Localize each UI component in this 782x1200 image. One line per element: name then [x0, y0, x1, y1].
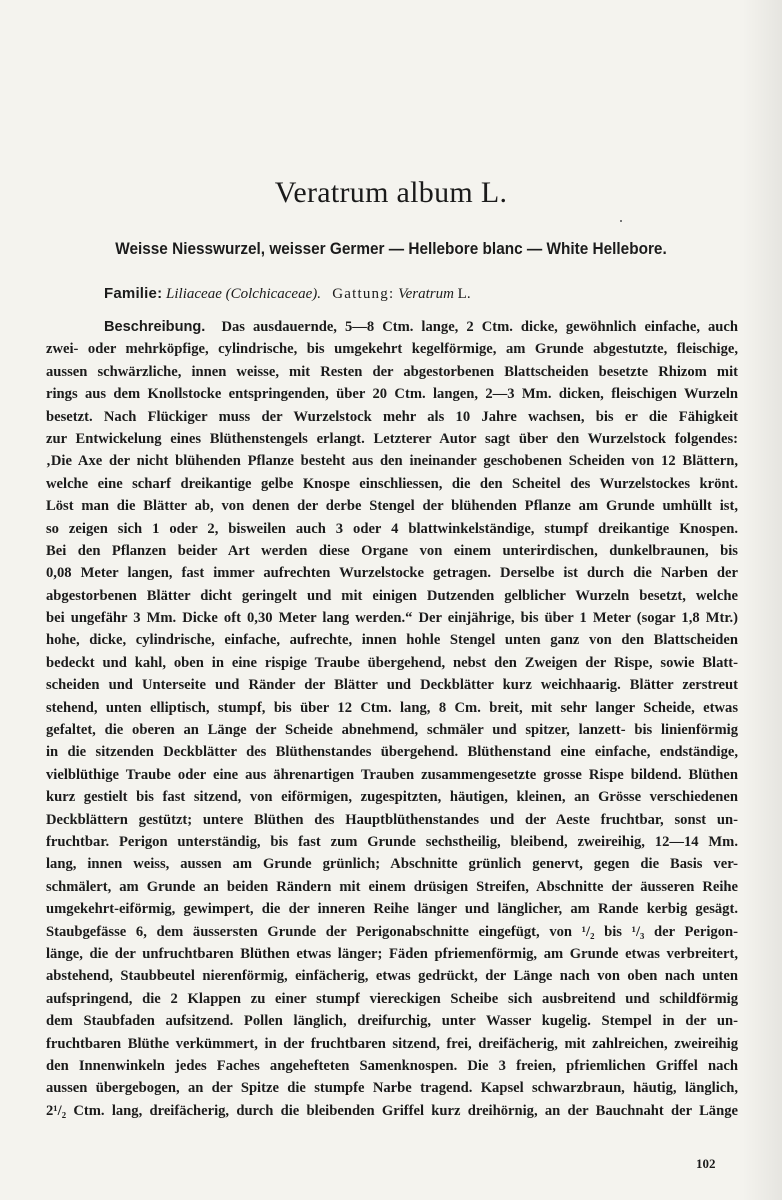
description-line: Deckblättern gestützt; untere Blüthen des Hauptblüthenstandes und der Aeste fruchtbar, sonst un-: [46, 811, 738, 828]
description-body: [46, 316, 738, 1122]
description-line: lang, innen weiss, aussen am Grunde grünlich; Abschnitte grünlich genervt, gegen die Basis ver-: [46, 856, 738, 873]
specks: [620, 220, 622, 222]
genus-name: Veratrum: [398, 286, 454, 302]
description-line: in die sitzenden Deckblätter des Blüthenstandes übergehend. Blüthenstand eine einfache, endständige,: [46, 744, 738, 761]
taxonomy-line: [104, 285, 471, 303]
genus-author: L.: [457, 286, 471, 302]
description-line: bei ungefähr 3 Mm. Dicke oft 0,30 Meter lang werden.“ Der einjährige, bis über 1 Meter (sogar 1,8 Mtr.): [46, 610, 738, 627]
family-name: Liliaceae (Colchicaceae).: [166, 286, 321, 302]
description-line: Bei den Pflanzen beider Art werden diese Organe von einem unterirdischen, dunkelbraunen, bis: [46, 542, 738, 559]
description-line: so zeigen sich 1 oder 2, bisweilen auch 3 oder 4 blattwinkelständige, stumpf dreikantige Knospen.: [46, 520, 738, 537]
description-line: zwei- oder mehrköpfige, cylindrische, bis umgekehrt kegelförmige, am Grunde abgestutzte, fleischige,: [46, 341, 738, 358]
description-line: [46, 316, 738, 338]
family-label: Familie:: [104, 285, 163, 302]
description-line: bedeckt und kahl, oben in eine rispige Traube übergehend, nebst den Zweigen der Rispe, sowie Blatt-: [46, 654, 738, 671]
description-line: abgestorbenen Blätter dicht geringelt und mit einigen Dutzenden gelblicher Wurzeln besetzt, welche: [46, 587, 738, 604]
description-line: kurz gestielt bis fast sitzend, von eiförmigen, zugespitzten, häutigen, kleinen, an Grösse verschiedenen: [46, 789, 738, 806]
description-line: Staubgefässe 6, dem äussersten Grunde der Perigonabschnitte eingefügt, von ¹/₂ bis ¹/₃ der Perigon-: [46, 923, 738, 940]
description-line: welche eine scharf dreikantige gelbe Knospe einschliessen, die den Scheitel des Wurzelstockes krönt.: [46, 475, 738, 492]
description-line: fruchtbar. Perigon unterständig, bis fast zum Grunde sechstheilig, bleibend, zweireihig, 12—14 Mm.: [46, 833, 738, 850]
description-line-text: Das ausdauernde, 5—8 Ctm. lange, 2 Ctm. dicke, gewöhnlich einfache, auch: [221, 319, 738, 335]
genus-label: Gattung:: [332, 286, 395, 302]
description-line: dem Staubfaden aufsitzend. Pollen länglich, dreifurchig, unter Wasser kugelig. Stempel in der un-: [46, 1013, 738, 1030]
description-line: besetzt. Nach Flückiger muss der Wurzelstock mehr als 10 Jahre wachsen, bis er die Fähigkeit: [46, 408, 738, 425]
description-line: fruchtbaren Blüthe verkümmert, in der fruchtbaren sitzend, frei, dreifächerig, mit zahlreichen, zweireihig: [46, 1035, 738, 1052]
description-line: 0,08 Meter langen, fast immer aufrechten Wurzelstocke getragen. Derselbe ist durch die Narben der: [46, 565, 738, 582]
description-line: gefaltet, die oberen an Länge der Scheide abnehmend, schmäler und spitzer, lanzett- bis linienförmig: [46, 722, 738, 739]
description-line: aufspringend, die 2 Klappen zu einer stumpf viereckigen Scheibe sich ausbreitend und schildförmig: [46, 990, 738, 1007]
description-line: rings aus dem Knollstocke entspringenden, über 20 Ctm. langen, 2—3 Mm. dicken, fleischigen Wurzeln: [46, 386, 738, 403]
description-line: ‚Die Axe der nicht blühenden Pflanze besteht aus den ineinander geschobenen Scheiden von 12 Blättern,: [46, 453, 738, 470]
description-line: hohe, dicke, cylindrische, einfache, aufrechte, innen hohle Stengel unten ganz von den Blattscheiden: [46, 632, 738, 649]
description-line: stehend, unten elliptisch, stumpf, bis über 12 Ctm. lang, 8 Cm. breit, mit sehr langer Scheide, etwas: [46, 699, 738, 716]
description-line: zur Entwickelung eines Blüthenstengels erlangt. Letzterer Autor sagt über den Wurzelstock folgendes:: [46, 430, 738, 447]
common-names-subtitle: Weisse Niesswurzel, weisser Germer — Hellebore blanc — White Hellebore.: [115, 240, 667, 258]
description-line: länge, die der unfruchtbaren Blüthen etwas länger; Fäden pfriemenförmig, am Grunde etwas verbreitert,: [46, 945, 738, 962]
description-line: vielblüthige Traube oder eine aus ährenartigen Trauben zusammengesetzte grosse Rispe bildend. Blüthen: [46, 766, 738, 783]
description-line: scheiden und Unterseite und Ränder der Blätter und Deckblätter kurz weichhaarig. Blätter zerstreut: [46, 677, 738, 694]
page-title: Veratrum album L.: [274, 176, 508, 209]
description-line: Löst man die Blätter ab, von denen der derbe Stengel der blühenden Pflanze am Grunde umhüllt ist,: [46, 498, 738, 515]
page-number: 102: [696, 1156, 716, 1171]
description-label: Beschreibung.: [104, 319, 206, 335]
description-line: den Innenwinkeln jedes Faches angehefteten Samenknospen. Die 3 freien, pfriemlichen Griffel nach: [46, 1057, 738, 1074]
description-line: abstehend, Staubbeutel nierenförmig, einfächerig, etwas gedrückt, der Länge nach von oben nach unten: [46, 968, 738, 985]
description-line: aussen übergebogen, an der Spitze die stumpfe Narbe tragend. Kapsel schwarzbraun, häutig, länglich,: [46, 1080, 738, 1097]
description-line: aussen schwärzliche, innen weisse, mit Resten der abgestorbenen Blattscheiden besetzte Rhizom mit: [46, 363, 738, 380]
description-line: umgekehrt-eiförmig, gewimpert, die der inneren Reihe länger und länglicher, am Rande kerbig gesägt.: [46, 901, 738, 918]
description-line: 2¹/₂ Ctm. lang, dreifächerig, durch die bleibenden Griffel kurz dreihörnig, an der Bauchnaht der Länge: [46, 1102, 738, 1119]
description-line: schmälert, am Grunde an beiden Rändern mit einem drüsigen Streifen, Abschnitte der äusseren Reihe: [46, 878, 738, 895]
